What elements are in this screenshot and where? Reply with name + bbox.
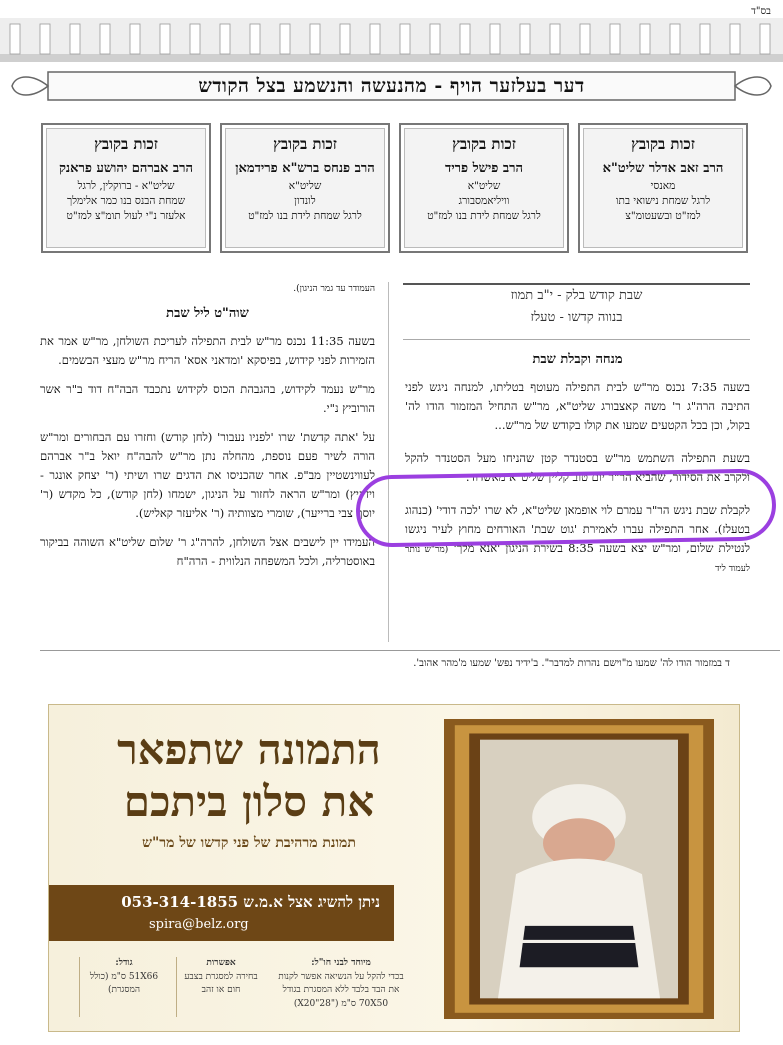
column-divider <box>388 282 389 642</box>
shabbat-header-line1: שבת קודש בלק - י"ב תמוז <box>510 288 643 303</box>
footnote-rule <box>40 650 780 651</box>
dedication-line: למז"ט ובשעטומ"צ <box>625 210 701 223</box>
portrait-frame <box>444 719 714 1019</box>
dedication-box <box>41 123 211 253</box>
section-heading: שוה"ט ליל שבת <box>166 305 249 321</box>
dedication-box <box>399 123 569 253</box>
right-column <box>405 345 750 587</box>
dedication-line: לונדון <box>294 195 316 208</box>
footnote: ד במזמור הודו לה' שמעו מ"וישם נהרות למדבר". ב'ידיד נפש' שמעו מ'מהר אהוב'. <box>413 658 730 669</box>
shabbat-header-line2: בנווה קדשו - טעלז <box>530 310 623 326</box>
dedication-name: הרב זאב אדלר שליט"א <box>602 161 724 176</box>
ad-option-text: בחירה למסגרת בצבע חום או זהב <box>184 971 258 995</box>
section-heading: מנחה וקבלת שבת <box>532 352 623 367</box>
dedication-line: וויליאמסבורג <box>458 195 510 208</box>
ad-options <box>79 957 409 1017</box>
ad-option <box>176 957 265 1017</box>
ad-contact-band <box>49 885 394 941</box>
highlighted-paragraph: בשעת התפילה השתמש מר"ש בסטנדר קטן שהניחו מעל הסטנדר להקל ולקרב את הסידור, שהביא הר"ר יום טוב קליין שליט"א מאשדוד. <box>405 451 750 485</box>
dedication-name: הרב פישל פריד <box>444 161 524 176</box>
paragraph: בשעה 7:35 נכנס מר"ש לבית התפילה מעוטף בטליתו, למנחה ניגש לפני התיבה הרה"ג ר' משה קאצבורג שליט"א, מר"ש התחיל המזמור הודו לה' בקול, וכן בכל הקטעים שמעו את קולו בקודש של מר"ש... <box>405 380 750 433</box>
ad-option-label: אפשרות <box>206 958 236 968</box>
ad-option <box>273 957 409 1017</box>
paragraph-text: לקבלת שבת ניגש הר"ר עמרם לוי אופמאן שליט"א, לא שרו 'לכה דודי' (כנהוג בטעלז). אחר התפילה עברו לאמירת 'גוט שבת' האורחים מחוץ לעיר ניגשו לנטילת שלום, ומר"ש יצא בשעה 8:35 בשירת הניגון 'אנא מלך' <box>405 503 751 556</box>
ad-option-text: 51X66 ס"מ (כולל המסגרת) <box>89 971 159 995</box>
paragraph-tag: (מר"ש נותר לעמוד ליד <box>405 545 750 575</box>
ad-option <box>79 957 168 1017</box>
dedication-name: הרב אברהם יהושע פראנק <box>58 161 194 176</box>
top-note: העמודר עד גמר הניגון). <box>293 284 375 294</box>
dedication-title: זכות בקובץ <box>452 135 516 153</box>
shabbat-header <box>403 283 750 340</box>
top-label: בס"ד <box>751 6 771 17</box>
dedication-line: שמחת הבנס בנו כמר אלימלך <box>66 195 186 208</box>
paragraph: בשעה 11:35 נכנס מר"ש לבית התפילה לעריכת השולחן, מר"ש אמר את הזמירות לפני קידוש, בפיסקא 'ומדאני אסא' הריח מר"ש מעצי הבשמים. <box>40 334 375 368</box>
dedication-title: זכות בקובץ <box>94 135 158 153</box>
dedication-line: מאנסי <box>650 179 676 192</box>
ad-contact-line: ניתן להשיג אצל א.מ.ש 053-314-1855 <box>121 893 380 911</box>
ad-option-label: מיוחד לבני חו"ל: <box>311 958 371 968</box>
decorative-frieze <box>0 18 783 62</box>
paragraph: מר"ש נעמד לקידוש, בהגבהת הכוס לקידוש נתכבד הבה"ח דוד ב"ר אשר הורוביץ נ"י. <box>40 382 375 416</box>
ad-title-line1: התמונה שתפאר <box>117 725 381 774</box>
left-column <box>40 282 375 581</box>
advertisement <box>48 704 740 1032</box>
purple-highlight-circle <box>355 468 776 547</box>
dedication-title: זכות בקובץ <box>273 135 337 153</box>
ad-email[interactable]: spira@belz.org <box>149 917 249 932</box>
dedication-line: שליט"א - ברוקלין, לרגל <box>77 179 175 192</box>
dedication-line: אלעזר נ"י לעול תומ"צ למז"ט <box>66 210 186 223</box>
dedication-line: לרגל שמחת לידת בנו למז"ט <box>427 210 541 223</box>
dedication-title: זכות בקובץ <box>631 135 695 153</box>
dedication-box <box>578 123 748 253</box>
dedication-line: לרגל שמחת לידת בנו למז"ט <box>248 210 362 223</box>
dedication-name: הרב פנחס ברש"א פרידמאן <box>235 161 375 176</box>
dedication-line: שליט"א <box>288 179 322 192</box>
dedication-line: לרגל שמחת נישואי בתו <box>615 195 711 208</box>
ad-subtitle: תמונת מרהיבת של פני קדשו של מר"ש <box>142 835 356 851</box>
headline: דער בעלזער הויף - מהנעשה והנשמע בצל הקודש <box>198 74 585 97</box>
dedication-box <box>220 123 390 253</box>
ad-option-text: בכדי להקל על הנשיאה אפשר לקנות את הבד בלבד ללא המסגרת בגודל 70X50 ס"מ ("28"X20) <box>278 971 404 1009</box>
ad-option-label: גודל: <box>115 958 133 968</box>
dedication-line: שליט"א <box>467 179 501 192</box>
paragraph: על 'אתה קדשת' שרו 'לפניו נעבור' (לחן קודש) וחזרו עם הבחורים ומר"ש הורה לשיר פעם נוספת, מהחלה נתן מר"ש להבה"ח יואל ב"ר אברהם לעווינשטיין מב"פ. אחר שהכניסו את הדגים שרו ושיתי (ר' יצחק אונגר - ויז'ניץ) ומר"ש הראה לחזור על הניגון, ישמחו (לחן קודש), כל מקדש (ר' יוסף צבי ברייער), שומרי מצוותיה (ר' אליעזר קאליש). <box>40 430 375 521</box>
ad-title-line2: את סלון ביתכם <box>123 777 375 826</box>
paragraph: העמידו יין לישבים אצל השולחן, להרה"ג ר' שלום שליט"א השוהה בביקור באוסטרליה, ולכל המשפחה הנלווית - הרה"ח <box>40 535 375 568</box>
